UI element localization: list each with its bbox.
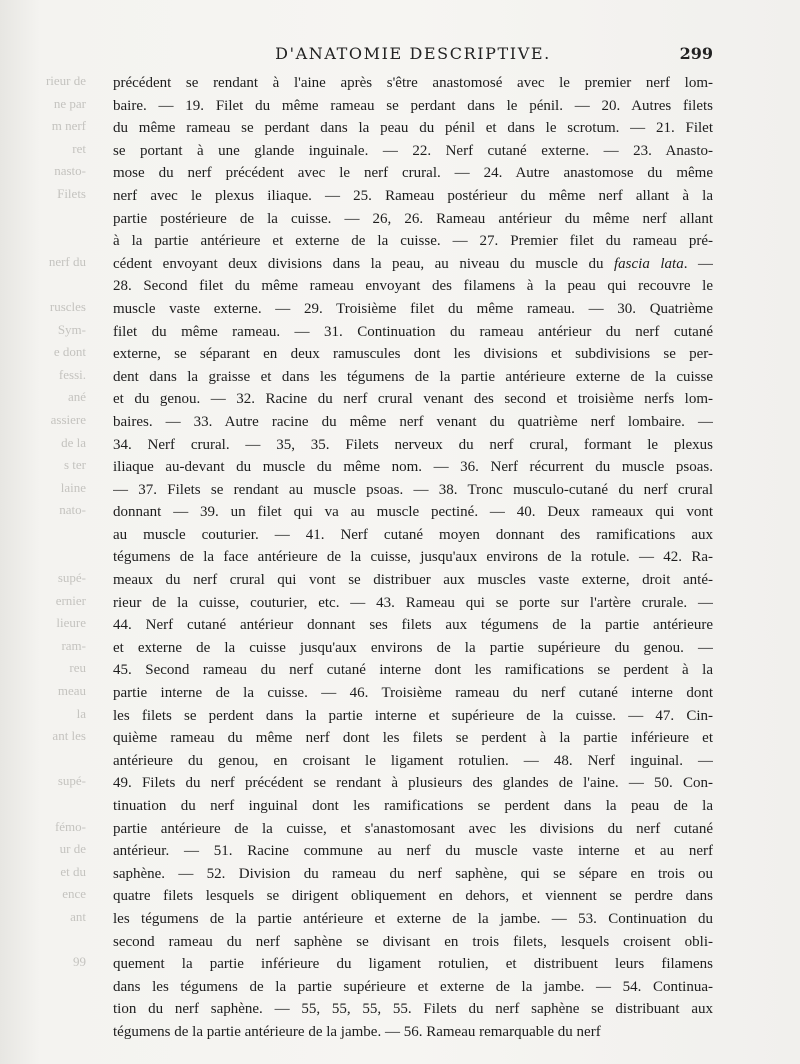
text-line: les filets se perdent dans la partie interne et supérieure de la cuisse. — 47. Cin- (113, 707, 713, 724)
text-line: tégumens de la partie antérieure de la jambe. — 56. Rameau remarquable du nerf (113, 1023, 601, 1040)
text-line: 45. Second rameau du nerf cutané interne dont les ramifications se perdent à la (113, 662, 713, 679)
text-line: et du genou. — 32. Racine du nerf crural venant des second et troisième nerfs lom- (113, 391, 713, 408)
running-title: D'ANATOMIE DESCRIPTIVE. (275, 44, 551, 63)
page-header (113, 44, 713, 68)
text-line: partie antérieure de la cuisse, et s'anastomosant avec les divisions du nerf cutané (113, 820, 713, 837)
text-line: baires. — 33. Autre racine du même nerf venant du quatrième nerf lombaire. — (113, 413, 713, 430)
text-line: meaux du nerf crural qui vont se distribuer aux muscles vaste externe, droit anté- (113, 572, 713, 589)
body-text (113, 72, 713, 1044)
text-line: antérieur. — 51. Racine commune au nerf du muscle vaste interne et au nerf (113, 843, 713, 860)
text-line: dans les tégumens de la partie supérieure et externe de la jambe. — 54. Continua- (113, 978, 713, 995)
text-line: et externe de la cuisse jusqu'aux environs de la partie supérieure du genou. — (113, 639, 713, 656)
text-line: externe, se séparant en deux ramuscules dont les divisions et subdivisions se per- (113, 346, 713, 363)
text-line: donnant — 39. un filet qui va au muscle pectiné. — 40. Deux rameaux qui vont (113, 504, 713, 521)
text-line: nerf avec le plexus iliaque. — 25. Rameau postérieur du même nerf allant à la (113, 187, 713, 204)
text-line: à la partie antérieure et externe de la cuisse. — 27. Premier filet du rameau pré- (113, 233, 713, 250)
text-line: baire. — 19. Filet du même rameau se perdant dans le pénil. — 20. Autres filets (113, 97, 713, 114)
text-line: partie interne de la cuisse. — 46. Troisième rameau du nerf cutané interne dont (113, 685, 713, 702)
text-line: au muscle couturier. — 41. Nerf cutané moyen donnant des ramifications aux (113, 526, 713, 543)
text-line: antérieure du genou, en croisant le ligament rotulien. — 48. Nerf inguinal. — (113, 752, 713, 769)
text-line: quatre filets lesquels se dirigent obliquement en dehors, et viennent se perdre dans (113, 888, 713, 905)
text-line: mose du nerf précédent avec le nerf crural. — 24. Autre anastomose du même (113, 165, 713, 182)
text-line: iliaque au-devant du muscle du même nom. — 36. Nerf récurrent du muscle psoas. (113, 459, 713, 476)
page-edge (740, 70, 800, 970)
text-line: 49. Filets du nerf précédent se rendant à plusieurs des glandes de l'aine. — 50. Con- (113, 775, 713, 792)
text-line: 28. Second filet du même rameau envoyant des filamens à la peau qui recouvre le (113, 278, 713, 295)
text-line: 34. Nerf crural. — 35, 35. Filets nerveux du nerf crural, formant le plexus (113, 436, 713, 453)
text-line: tion du nerf saphène. — 55, 55, 55, 55. Filets du nerf saphène se distribuant aux (113, 1001, 713, 1018)
text-line: cédent envoyant deux divisions dans la peau, au niveau du muscle du fascia lata. — (113, 255, 713, 272)
text-line: muscle vaste externe. — 29. Troisième filet du même rameau. — 30. Quatrième (113, 300, 713, 317)
page-number: 299 (679, 44, 713, 63)
italic-term: fascia lata (613, 255, 684, 272)
show-through-text: rieur de ne par m nerf ret nasto- Filets nerf du ruscles Sym- e dont fessi. ané assiere de la s ter laine nato- supé- ernier lieure ram- reu meau la ant les supé- fémo- ur de et du ence ant 99 (45, 73, 86, 970)
text-line: tégumens de la face antérieure de la cuisse, jusqu'aux environs de la rotule. — 42. Ra- (113, 549, 713, 566)
text-line: tinuation du nerf inguinal dont les ramifications se perdent dans la peau de la (113, 798, 713, 814)
text-line: du même rameau se perdant dans la peau du pénil et dans le scrotum. — 21. Filet (113, 120, 713, 137)
text-line: précédent se rendant à l'aine après s'être anastomosé avec le premier nerf lom- (113, 75, 713, 91)
text-line: se portant à une glande inguinale. — 22. Nerf cutané externe. — 23. Anasto- (113, 142, 713, 159)
text-line: 44. Nerf cutané antérieur donnant ses filets aux tégumens de la partie antérieure (113, 617, 713, 634)
text-line: saphène. — 52. Division du rameau du nerf saphène, qui se sépare en trois ou (113, 865, 713, 882)
text-line: partie postérieure de la cuisse. — 26, 26. Rameau antérieur du même nerf allant (113, 210, 713, 227)
text-line: filet du même rameau. — 31. Continuation du rameau antérieur du nerf cutané (113, 323, 713, 340)
text-line: rieur de la cuisse, couturier, etc. — 43. Rameau qui se porte sur l'artère crurale. — (113, 594, 713, 611)
text-line: quement la partie inférieure du ligament rotulien, et distribuent leurs filamens (113, 956, 713, 973)
text-line: quième rameau du même nerf dont les filets se perdent à la partie inférieure et (113, 730, 713, 747)
text-line: — 37. Filets se rendant au muscle psoas. — 38. Tronc musculo-cutané du nerf crural (113, 481, 713, 498)
text-line: second rameau du nerf saphène se divisant en trois filets, lesquels croisent obli- (113, 933, 713, 950)
text-line: les tégumens de la partie antérieure et externe de la jambe. — 53. Continuation du (113, 910, 713, 927)
text-line: dent dans la graisse et dans les tégumens de la partie antérieure externe de la cuisse (113, 368, 713, 385)
